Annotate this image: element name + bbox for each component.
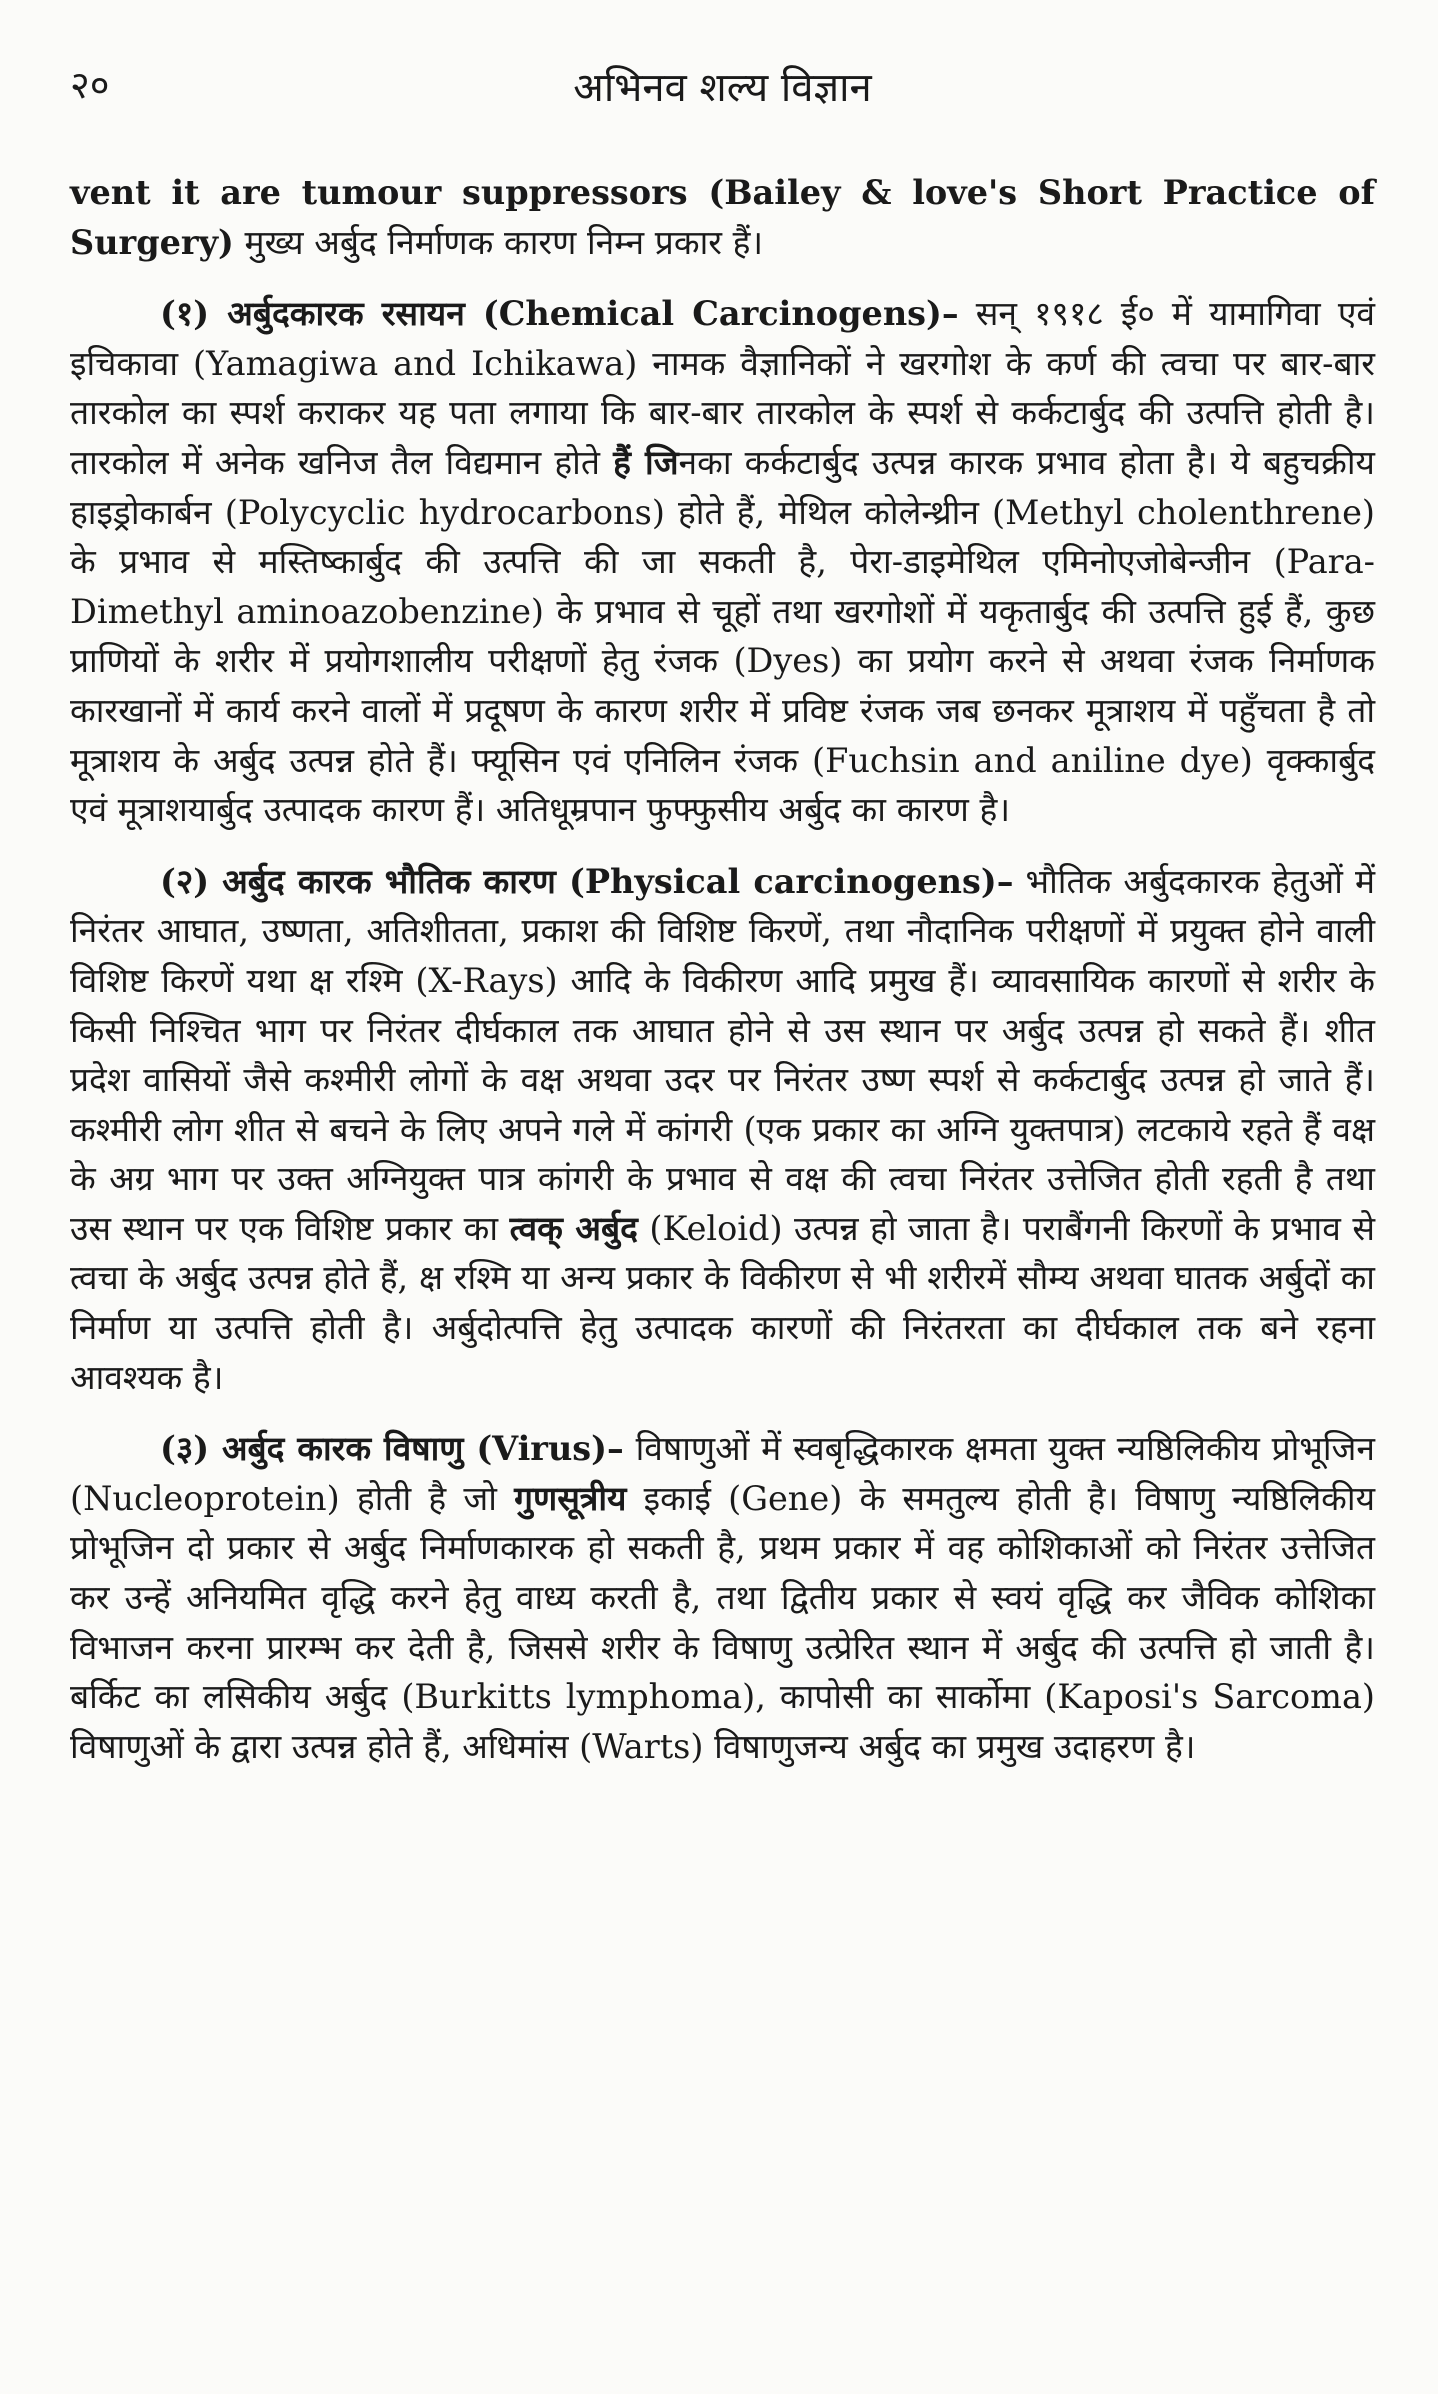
section-heading: (१) अर्बुदकारक रसायन (Chemical Carcinogens)–	[160, 294, 959, 334]
intro-paragraph	[70, 168, 1375, 267]
body-text: भौतिक अर्बुदकारक हेतुओं में निरंतर आघात, उष्णता, अतिशीतता, प्रकाश की विशिष्ट किरणें, तथा नौदानिक परीक्षणों में प्रयुक्त होने वाली विशिष्ट किरणें यथा क्ष रश्मि (X-Rays) आदि के विकीरण आदि प्रमुख हैं। व्यावसायिक कारणों से शरीर के किसी निश्चित भाग पर निरंतर दीर्घकाल तक आघात होने से उस स्थान पर अर्बुद उत्पन्न हो सकते हैं। शीत प्रदेश वासियों जैसे कश्मीरी लोगों के वक्ष अथवा उदर पर निरंतर उष्ण स्पर्श से कर्कटार्बुद उत्पन्न हो जाते हैं। कश्मीरी लोग शीत से बचने के लिए अपने गले में कांगरी (एक प्रकार का अग्नि युक्तपात्र) लटकाये रहते हैं वक्ष के अग्र भाग पर उक्त अग्नियुक्त पात्र कांगरी के प्रभाव से वक्ष की त्वचा निरंतर उत्तेजित होती रहती है तथा उस स्थान पर एक विशिष्ट प्रकार का	[70, 861, 1375, 1248]
bold-term: गुणसूत्रीय	[514, 1478, 627, 1518]
body-text: इकाई (Gene) के समतुल्य होती है। विषाणु न्यष्ठिलिकीय प्रोभूजिन दो प्रकार से अर्बुद निर्माणकारक हो सकती है, प्रथम प्रकार में वह कोशिकाओं को निरंतर उत्तेजित कर उन्हें अनियमित वृद्धि करने हेतु वाध्य करती है, तथा द्वितीय प्रकार से स्वयं वृद्धि कर जैविक कोशिका विभाजन करना प्रारम्भ कर देती है, जिससे शरीर के विषाणु उत्प्रेरित स्थान में अर्बुद की उत्पत्ति हो जाती है। बर्किट का लसिकीय अर्बुद (Burkitts lymphoma), कापोसी का सार्कोमा (Kaposi's Sarcoma) विषाणुओं के द्वारा उत्पन्न होते हैं, अधिमांस (Warts) विषाणुजन्य अर्बुद का प्रमुख उदाहरण है।	[70, 1478, 1376, 1766]
section-chemical-carcinogens	[70, 289, 1375, 835]
body-text: (Keloid) उत्पन्न हो जाता है। पराबैंगनी किरणों के प्रभाव से त्वचा के अर्बुद उत्पन्न होते हैं, क्ष रश्मि या अन्य प्रकार के विकीरण से भी शरीरमें सौम्य अथवा घातक अर्बुदों का निर्माण या उत्पत्ति होती है। अर्बुदोत्पत्ति हेतु उत्पादक कारणों की निरंतरता का दीर्घकाल तक बने रहना आवश्यक है।	[70, 1208, 1375, 1397]
intro-bold-text: vent it are tumour suppressors (Bailey & love's Short Practice of Surgery)	[70, 173, 1375, 262]
page-number: २०	[70, 63, 110, 107]
body-text: सन् १९१८ ई० में यामागिवा एवं इचिकावा (Yamagiwa and Ichikawa) नामक वैज्ञानिकों ने खरगोश के कर्ण की त्वचा पर बार-बार तारकोल का स्पर्श कराकर यह पता लगाया कि बार-बार तारकोल के स्पर्श से कर्कटार्बुद की उत्पत्ति होती है। तारकोल में अनेक खनिज तैल विद्यमान होते	[70, 294, 1375, 482]
intro-text: मुख्य अर्बुद निर्माणक कारण निम्न प्रकार हैं।	[233, 222, 764, 262]
page-header	[70, 40, 1375, 120]
body-text: विषाणुओं में स्वबृद्धिकारक क्षमता युक्त न्यष्ठिलिकीय प्रोभूजिन (Nucleoprotein) होती है जो	[70, 1429, 1375, 1518]
body-text: नका कर्कटार्बुद उत्पन्न कारक प्रभाव होता है। ये बहुचक्रीय हाइड्रोकार्बन (Polycyclic hydrocarbons) होते हैं, मेथिल कोलेन्थ्रीन (Methyl cholenthrene) के प्रभाव से मस्तिष्कार्बुद की उत्पत्ति की जा सकती है, पेरा-डाइमेथिल एमिनोएजोबेन्जीन (Para-Dimethyl aminoazobenzine) के प्रभाव से चूहों तथा खरगोशों में यकृतार्बुद की उत्पत्ति हुई हैं, कुछ प्राणियों के शरीर में प्रयोगशालीय परीक्षणों हेतु रंजक (Dyes) का प्रयोग करने से अथवा रंजक निर्माणक कारखानों में कार्य करने वालों में प्रदूषण के कारण शरीर में प्रविष्ट रंजक जब छनकर मूत्राशय में पहुँचता है तो मूत्राशय के अर्बुद उत्पन्न होते हैं। फ्यूसिन एवं एनिलिन रंजक (Fuchsin and aniline dye) वृक्कार्बुद एवं मूत्राशयार्बुद उत्पादक कारण हैं। अतिधूम्रपान फुफ्फुसीय अर्बुद का कारण है।	[70, 442, 1375, 830]
bold-text: हैं जि	[613, 442, 679, 482]
section-virus	[70, 1424, 1375, 1771]
section-heading: (२) अर्बुद कारक भौतिक कारण (Physical carcinogens)–	[160, 861, 1014, 901]
section-heading: (३) अर्बुद कारक विषाणु (Virus)–	[160, 1429, 624, 1469]
bold-term: त्वक् अर्बुद	[509, 1208, 638, 1248]
book-page	[70, 40, 1375, 2360]
running-title: अभिनव शल्य विज्ञान	[573, 65, 872, 111]
section-physical-carcinogens	[70, 857, 1375, 1403]
